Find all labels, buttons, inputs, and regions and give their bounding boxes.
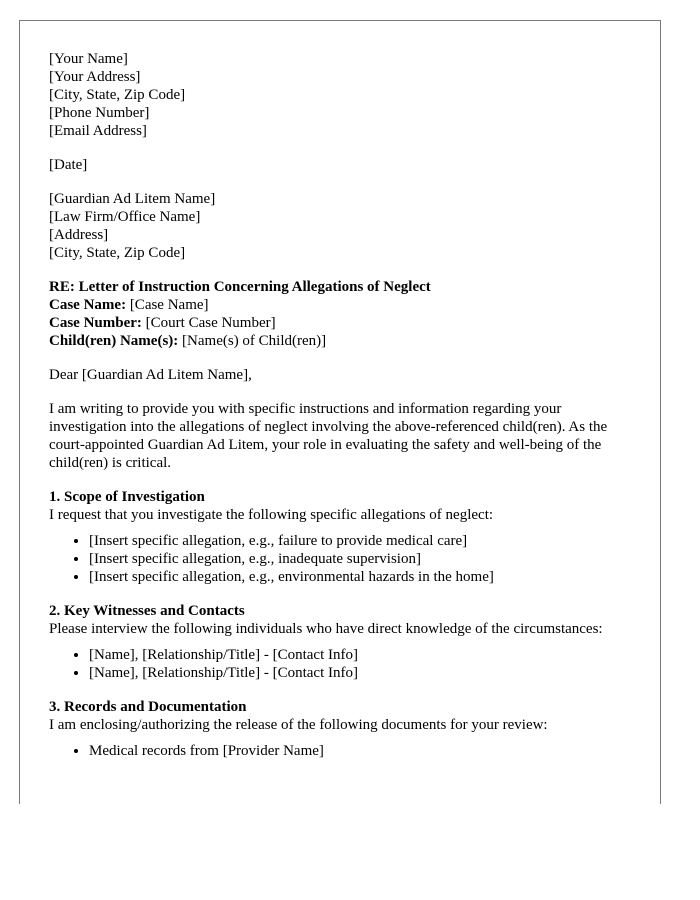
list-item: • [Insert specific allegation, e.g., failure to provide medical care]: [89, 532, 633, 550]
sender-phone: [Phone Number]: [49, 105, 150, 121]
sender-address: [Your Address]: [49, 69, 141, 85]
intro-paragraph: I am writing to provide you with specific instructions and information regarding your investigation into the allegations of neglect involving the above-referenced child(ren). As the court-appointed Guardian Ad Litem, your role in evaluating the safety and well-being of the child(ren) is critical.: [49, 401, 608, 471]
list-item: • [Name], [Relationship/Title] - [Contact Info]: [89, 646, 633, 664]
list-item: • [Insert specific allegation, e.g., inadequate supervision]: [89, 550, 633, 568]
subject-block: [49, 278, 633, 350]
case-number-value: [Court Case Number]: [141, 315, 276, 331]
recipient-city-state-zip: [City, State, Zip Code]: [49, 245, 186, 261]
letter-page: [19, 20, 661, 804]
section-records: [49, 698, 633, 760]
section-text: Please interview the following individuals who have direct knowledge of the circumstances:: [49, 621, 603, 637]
case-number-line: [49, 314, 633, 332]
section-witnesses: [49, 602, 633, 682]
recipient-name: [Guardian Ad Litem Name]: [49, 191, 216, 207]
subject-re: RE: Letter of Instruction Concerning Allegations of Neglect: [49, 279, 431, 295]
records-list: [49, 742, 633, 760]
section-heading: 1. Scope of Investigation: [49, 489, 205, 505]
list-item: • Medical records from [Provider Name]: [89, 742, 633, 760]
children-label: Child(ren) Name(s):: [49, 333, 179, 349]
section-text: I request that you investigate the following specific allegations of neglect:: [49, 507, 494, 523]
list-item: • [Name], [Relationship/Title] - [Contact Info]: [89, 664, 633, 682]
sender-name: [Your Name]: [49, 51, 128, 67]
allegation-list: [49, 532, 633, 586]
recipient-address: [Address]: [49, 227, 109, 243]
case-number-label: Case Number:: [49, 315, 142, 331]
section-heading: 3. Records and Documentation: [49, 699, 247, 715]
children-value: [Name(s) of Child(ren)]: [178, 333, 327, 349]
letter-content: [49, 50, 633, 760]
sender-city-state-zip: [City, State, Zip Code]: [49, 87, 186, 103]
witness-list: [49, 646, 633, 682]
case-name-label: Case Name:: [49, 297, 127, 313]
section-text: I am enclosing/authorizing the release of the following documents for your review:: [49, 717, 548, 733]
section-scope: [49, 488, 633, 586]
sender-block: [49, 50, 633, 140]
case-name-value: [Case Name]: [126, 297, 209, 313]
letter-date: [Date]: [49, 157, 88, 173]
sender-email: [Email Address]: [49, 123, 147, 139]
section-heading: 2. Key Witnesses and Contacts: [49, 603, 245, 619]
recipient-firm: [Law Firm/Office Name]: [49, 209, 201, 225]
recipient-block: [49, 190, 633, 262]
salutation: Dear [Guardian Ad Litem Name],: [49, 367, 252, 383]
children-line: [49, 332, 633, 350]
case-name-line: [49, 296, 633, 314]
list-item: • [Insert specific allegation, e.g., environmental hazards in the home]: [89, 568, 633, 586]
